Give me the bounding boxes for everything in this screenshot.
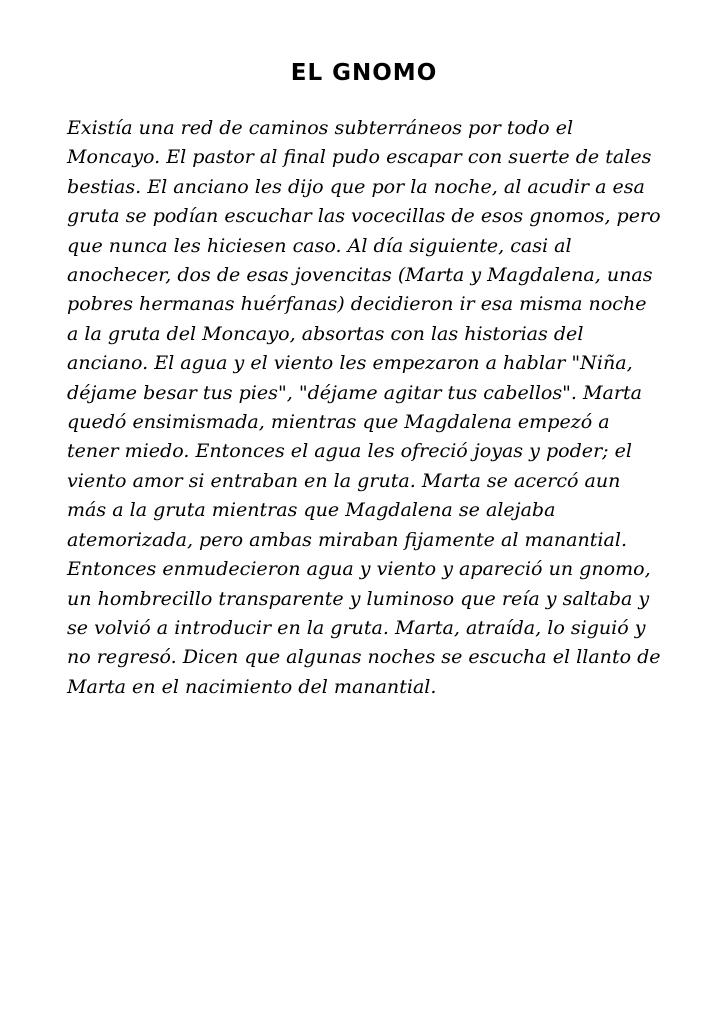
paragraph-line: a la gruta del Moncayo, absortas con las historias del: [67, 322, 584, 345]
paragraph-line: que nunca les hiciesen caso. Al día siguiente, casi al: [67, 234, 572, 257]
paragraph-line: pobres hermanas huérfanas) decidieron ir esa misma noche: [67, 293, 647, 316]
document-title: EL GNOMO: [290, 60, 438, 86]
paragraph-line: Existía una red de caminos subterráneos por todo el: [67, 117, 574, 139]
paragraph-line: déjame besar tus pies", "déjame agitar tus cabellos". Marta: [67, 381, 643, 404]
paragraph-line: Entonces enmudecieron agua y viento y apareció un gnomo,: [67, 558, 651, 581]
paragraph-line: tener miedo. Entonces el agua les ofreció joyas y poder; el: [67, 440, 633, 463]
paragraph-line: atemorizada, pero ambas miraban fijamente al manantial.: [67, 528, 628, 551]
paragraph-line: se volvió a introducir en la gruta. Marta, atraída, lo siguió y: [67, 616, 646, 639]
paragraph-line: viento amor si entraban en la gruta. Marta se acercó aun: [67, 469, 621, 492]
paragraph-line: anciano. El agua y el viento les empezaron a hablar "Niña,: [67, 352, 633, 375]
paragraph-line: más a la gruta mientras que Magdalena se alejaba: [67, 499, 556, 522]
paragraph-line: Marta en el nacimiento del manantial.: [67, 675, 437, 698]
paragraph-line: un hombrecillo transparente y luminoso que reía y saltaba y: [67, 587, 650, 610]
paragraph-line: quedó ensimismada, mientras que Magdalena empezó a: [67, 411, 610, 434]
paragraph-line: Moncayo. El pastor al final pudo escapar con suerte de tales: [67, 146, 652, 169]
story-paragraph: [67, 114, 667, 702]
paragraph-line: gruta se podían escuchar las vocecillas de esos gnomos, pero: [67, 205, 661, 228]
paragraph-line: bestias. El anciano les dijo que por la noche, al acudir a esa: [67, 175, 645, 198]
paragraph-line: anochecer, dos de esas jovencitas (Marta y Magdalena, unas: [67, 264, 653, 287]
paragraph-line: no regresó. Dicen que algunas noches se escucha el llanto de: [67, 646, 661, 669]
